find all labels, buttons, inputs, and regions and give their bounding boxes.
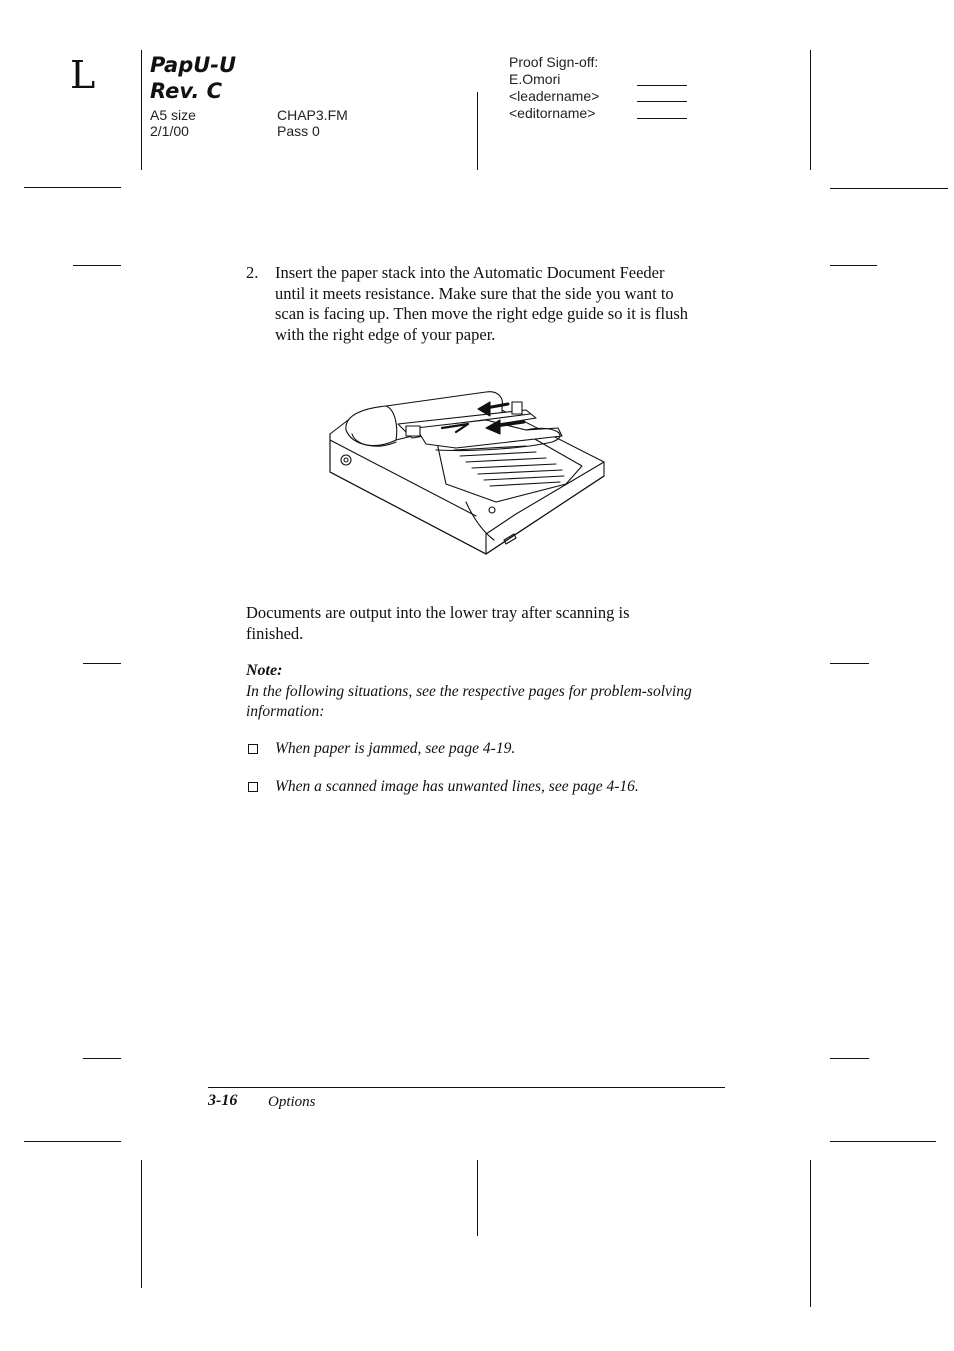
pass-label: Pass 0 bbox=[277, 123, 320, 139]
step-text bbox=[275, 263, 735, 345]
crop-mark bbox=[830, 265, 877, 266]
scanner-with-document-feeder-illustration bbox=[326, 384, 608, 560]
output-line: Documents are output into the lower tray after scanning is bbox=[246, 603, 630, 622]
note-line: In the following situations, see the respective pages for problem-solving bbox=[246, 683, 692, 700]
checkbox-bullet-icon bbox=[248, 744, 258, 754]
header-rule-middle bbox=[477, 92, 478, 170]
signer-name: <editorname> bbox=[509, 105, 596, 121]
header-date: 2/1/00 bbox=[150, 123, 189, 139]
header-rule-right bbox=[810, 50, 811, 170]
crop-mark bbox=[83, 663, 121, 664]
product-title: PapU-U bbox=[150, 53, 237, 77]
step-line: Insert the paper stack into the Automatic Document Feeder bbox=[275, 263, 665, 282]
signer-name: <leadername> bbox=[509, 88, 600, 104]
section-name: Options bbox=[268, 1094, 316, 1110]
file-name: CHAP3.FM bbox=[277, 107, 348, 123]
footer-rule bbox=[208, 1087, 725, 1088]
signer-name: E.Omori bbox=[509, 71, 561, 87]
signature-line bbox=[637, 101, 687, 102]
crop-mark bbox=[830, 188, 948, 189]
page-number: 3-16 bbox=[208, 1092, 238, 1109]
signature-line bbox=[637, 85, 687, 86]
corner-mark: L bbox=[70, 53, 96, 97]
crop-mark-vertical bbox=[477, 1160, 478, 1236]
step-number: 2. bbox=[246, 263, 259, 282]
note-text bbox=[246, 682, 746, 722]
crop-mark bbox=[24, 1141, 121, 1142]
crop-mark bbox=[830, 1141, 936, 1142]
note-label: Note: bbox=[246, 662, 283, 679]
output-line: finished. bbox=[246, 623, 304, 643]
crop-mark bbox=[73, 265, 121, 266]
crop-mark bbox=[830, 663, 869, 664]
bullet-item: When a scanned image has unwanted lines, see page 4-16. bbox=[275, 778, 639, 795]
checkbox-bullet-icon bbox=[248, 782, 258, 792]
crop-mark bbox=[24, 187, 121, 188]
proof-signoff-title: Proof Sign-off: bbox=[509, 54, 599, 70]
crop-mark bbox=[830, 1058, 869, 1059]
signature-line bbox=[637, 118, 687, 119]
step-line: with the right edge of your paper. bbox=[275, 324, 496, 344]
header-rule-left bbox=[141, 50, 142, 170]
crop-mark-vertical bbox=[141, 1160, 142, 1288]
crop-mark-vertical bbox=[810, 1160, 811, 1307]
paper-size: A5 size bbox=[150, 107, 196, 123]
bullet-item: When paper is jammed, see page 4-19. bbox=[275, 740, 516, 757]
output-paragraph bbox=[246, 603, 736, 644]
revision-label: Rev. C bbox=[150, 79, 223, 103]
crop-mark bbox=[83, 1058, 121, 1059]
note-line: information: bbox=[246, 703, 325, 720]
step-line: scan is facing up. Then move the right edge guide so it is flush bbox=[275, 304, 689, 323]
step-line: until it meets resistance. Make sure that the side you want to bbox=[275, 283, 674, 303]
